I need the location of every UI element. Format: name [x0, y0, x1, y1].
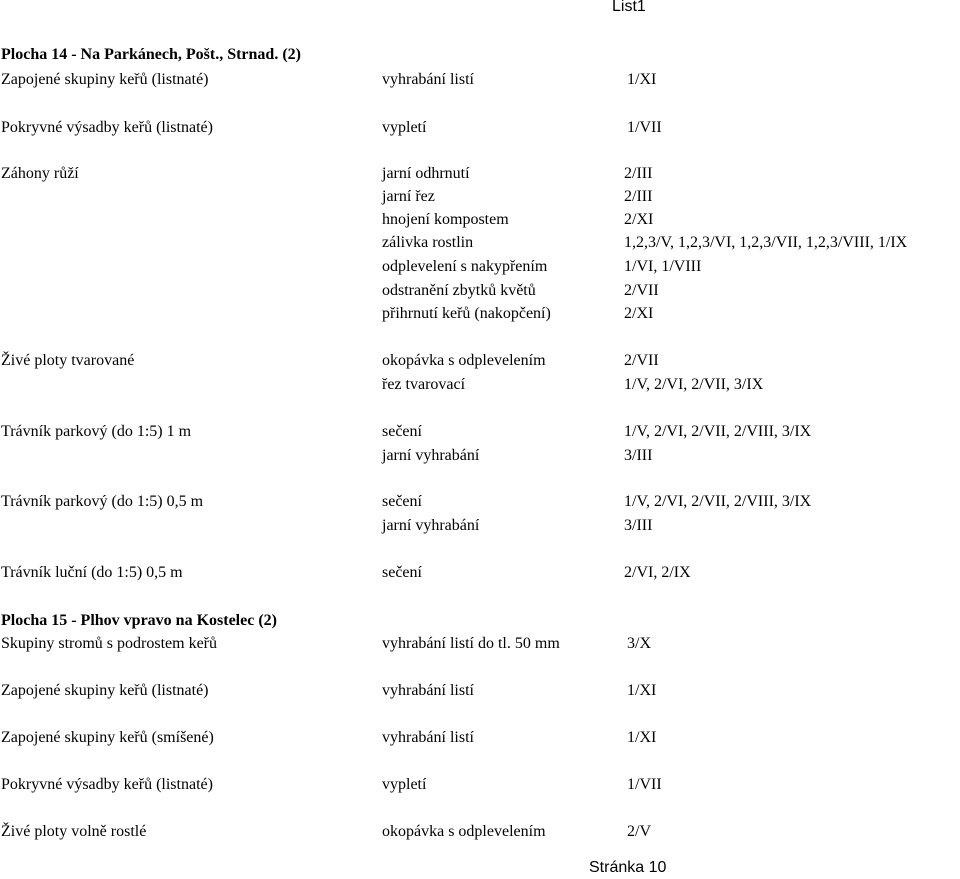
row-term: 1/V, 2/VI, 2/VII, 2/VIII, 3/IX	[624, 423, 812, 440]
row-term: 3/X	[627, 635, 651, 652]
row-task: přihrnutí keřů (nakopčení)	[382, 305, 551, 322]
row-task: vypletí	[382, 119, 427, 136]
row-term: 1,2,3/V, 1,2,3/VI, 1,2,3/VII, 1,2,3/VIII, 1/IX	[624, 234, 908, 251]
row-item: Záhony růží	[1, 165, 79, 182]
row-task: vypletí	[382, 776, 427, 793]
row-item: Zapojené skupiny keřů (listnaté)	[1, 71, 209, 88]
row-term: 3/III	[624, 517, 653, 534]
section-title-plocha-15: Plocha 15 - Plhov vpravo na Kostelec (2)	[1, 612, 277, 629]
row-task: hnojení kompostem	[382, 211, 509, 228]
row-item: Živé ploty volně rostlé	[1, 823, 147, 840]
row-task: odstranění zbytků květů	[382, 282, 536, 299]
row-item: Trávník luční (do 1:5) 0,5 m	[1, 564, 183, 581]
row-item: Pokryvné výsadby keřů (listnaté)	[1, 119, 213, 136]
row-task: sečení	[382, 423, 422, 440]
row-task: jarní odhrnutí	[382, 165, 470, 182]
page-number-footer: Stránka 10	[589, 859, 667, 876]
row-task: jarní řez	[382, 188, 435, 205]
row-task: sečení	[382, 564, 422, 581]
row-term: 1/VI, 1/VIII	[624, 258, 702, 275]
row-task: jarní vyhrabání	[382, 447, 480, 464]
row-term: 3/III	[624, 447, 653, 464]
row-term: 1/XI	[627, 71, 657, 88]
row-term: 2/VII	[624, 352, 659, 369]
row-item: Zapojené skupiny keřů (listnaté)	[1, 682, 209, 699]
row-term: 2/III	[624, 165, 653, 182]
row-term: 2/V	[627, 823, 651, 840]
row-term: 2/III	[624, 188, 653, 205]
row-task: zálivka rostlin	[382, 234, 474, 251]
row-item: Živé ploty tvarované	[1, 352, 135, 369]
section-title-plocha-14: Plocha 14 - Na Parkánech, Pošt., Strnad. (2)	[1, 46, 301, 63]
row-task: jarní vyhrabání	[382, 517, 480, 534]
row-term: 1/XI	[627, 682, 657, 699]
row-term: 2/VI, 2/IX	[624, 564, 691, 581]
row-term: 1/VII	[627, 119, 662, 136]
row-task: odplevelení s nakypřením	[382, 258, 548, 275]
row-term: 1/XI	[627, 729, 657, 746]
row-item: Trávník parkový (do 1:5) 0,5 m	[1, 493, 204, 510]
row-task: řez tvarovací	[382, 376, 466, 393]
row-item: Skupiny stromů s podrostem keřů	[1, 635, 217, 652]
row-term: 2/XI	[624, 211, 654, 228]
row-item: Pokryvné výsadby keřů (listnaté)	[1, 776, 213, 793]
row-task: vyhrabání listí do tl. 50 mm	[382, 635, 560, 652]
row-item: Zapojené skupiny keřů (smíšené)	[1, 729, 214, 746]
row-term: 1/V, 2/VI, 2/VII, 3/IX	[624, 376, 764, 393]
row-item: Trávník parkový (do 1:5) 1 m	[1, 423, 192, 440]
row-term: 2/VII	[624, 282, 659, 299]
row-task: okopávka s odplevelením	[382, 823, 546, 840]
row-task: vyhrabání listí	[382, 682, 474, 699]
row-term: 2/XI	[624, 305, 654, 322]
row-task: okopávka s odplevelením	[382, 352, 546, 369]
row-task: vyhrabání listí	[382, 71, 474, 88]
row-term: 1/V, 2/VI, 2/VII, 2/VIII, 3/IX	[624, 493, 812, 510]
row-task: sečení	[382, 493, 422, 510]
row-term: 1/VII	[627, 776, 662, 793]
sheet-name-header: List1	[612, 0, 646, 15]
row-task: vyhrabání listí	[382, 729, 474, 746]
